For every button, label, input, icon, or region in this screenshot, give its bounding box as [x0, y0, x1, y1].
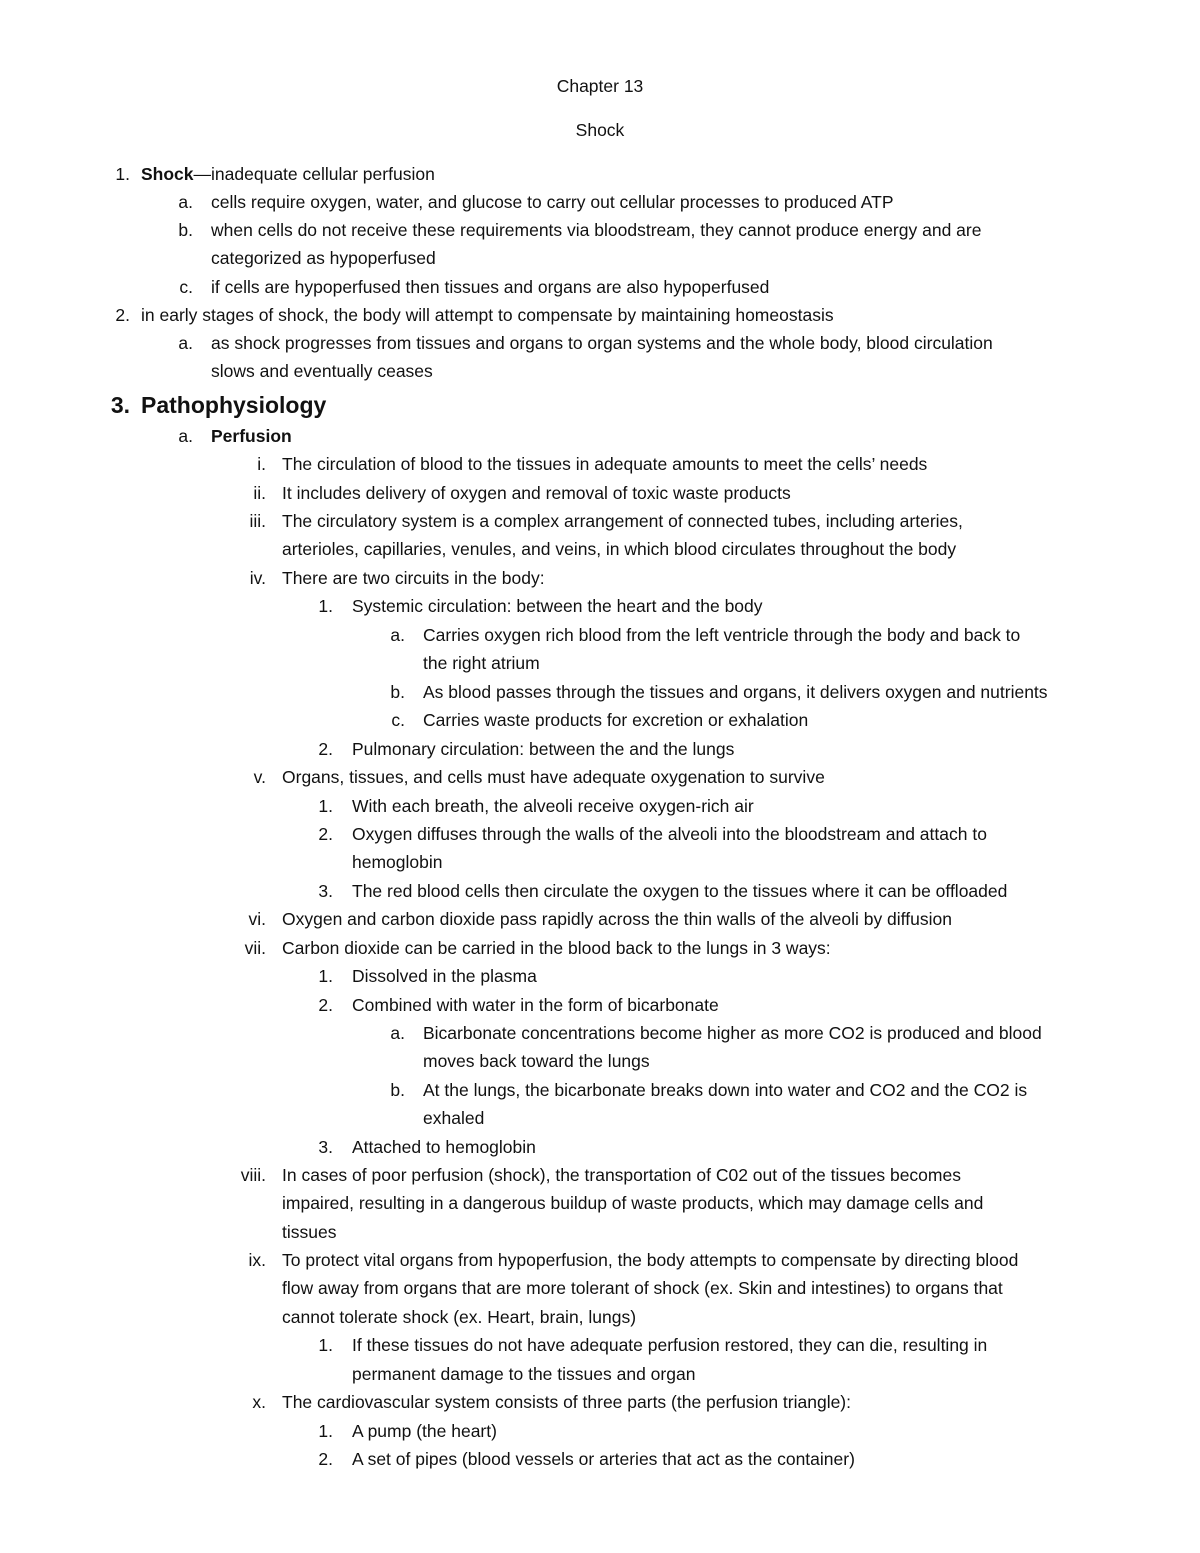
item-body: The cardiovascular system consists of three parts (the perfusion triangle): [282, 1392, 851, 1412]
item-text [211, 188, 894, 216]
item-body: permanent damage to the tissues and organ [352, 1364, 696, 1384]
item-body: Carries waste products for excretion or exhalation [423, 710, 809, 730]
item-body: slows and eventually ceases [211, 361, 433, 381]
item-body: There are two circuits in the body: [282, 568, 545, 588]
list-marker: 1. [318, 966, 333, 986]
item-body: Bicarbonate concentrations become higher as more CO2 is produced and blood [423, 1023, 1042, 1043]
item-text [282, 1189, 983, 1217]
item-text [282, 450, 927, 478]
list-marker: i. [257, 454, 266, 474]
item-body: Oxygen diffuses through the walls of the alveoli into the bloodstream and attach to [352, 824, 987, 844]
item-text [423, 621, 1020, 649]
list-marker: a. [390, 1023, 405, 1043]
item-body: If these tissues do not have adequate perfusion restored, they can die, resulting in [352, 1335, 988, 1355]
item-text [282, 1218, 336, 1246]
list-marker: 1. [318, 1421, 333, 1441]
item-body: —inadequate cellular perfusion [193, 164, 435, 184]
list-marker: 3. [318, 1137, 333, 1157]
item-text [211, 329, 993, 357]
item-text [282, 564, 545, 592]
list-marker: vi. [248, 909, 266, 929]
item-body: Pulmonary circulation: between the and the lungs [352, 739, 735, 759]
list-marker: a. [390, 625, 405, 645]
item-text [423, 649, 540, 677]
item-text [423, 1047, 650, 1075]
list-marker: viii. [240, 1165, 266, 1185]
item-text [141, 301, 834, 329]
item-body: A set of pipes (blood vessels or arteries that act as the container) [352, 1449, 855, 1469]
list-marker: 3. [318, 881, 333, 901]
item-text [352, 991, 719, 1019]
item-body: Carries oxygen rich blood from the left ventricle through the body and back to [423, 625, 1021, 645]
list-marker: 1. [318, 596, 333, 616]
list-marker: 1. [115, 164, 130, 184]
bold-term: Perfusion [211, 426, 292, 446]
bold-term: Pathophysiology [141, 392, 327, 418]
item-text [282, 479, 791, 507]
list-marker: b. [390, 1080, 405, 1100]
item-body: cells require oxygen, water, and glucose to carry out cellular processes to produced ATP [211, 192, 894, 212]
item-text [423, 1104, 484, 1132]
item-text [423, 1076, 1027, 1104]
item-body: The circulation of blood to the tissues in adequate amounts to meet the cells’ needs [282, 454, 928, 474]
item-body: tissues [282, 1222, 337, 1242]
item-body: Dissolved in the plasma [352, 966, 537, 986]
item-text [211, 244, 436, 272]
item-body: In cases of poor perfusion (shock), the transportation of C02 out of the tissues becomes [282, 1165, 961, 1185]
list-marker: iv. [249, 568, 266, 588]
list-marker: v. [253, 767, 266, 787]
item-text [282, 1161, 961, 1189]
item-text [282, 535, 956, 563]
item-text [282, 507, 963, 535]
item-text [352, 1360, 695, 1388]
item-text [282, 1303, 636, 1331]
list-marker: ix. [248, 1250, 266, 1270]
item-body: flow away from organs that are more tolerant of shock (ex. Skin and intestines) to organs that [282, 1278, 1003, 1298]
list-marker: a. [178, 192, 193, 212]
item-body: Systemic circulation: between the heart and the body [352, 596, 763, 616]
item-body: the right atrium [423, 653, 540, 673]
item-body: exhaled [423, 1108, 485, 1128]
item-text [423, 678, 1048, 706]
item-body: Oxygen and carbon dioxide pass rapidly across the thin walls of the alveoli by diffusion [282, 909, 952, 929]
item-text [352, 1133, 536, 1161]
item-text [352, 848, 442, 876]
list-marker: 2. [318, 739, 333, 759]
item-body: moves back toward the lungs [423, 1051, 650, 1071]
item-body: At the lungs, the bicarbonate breaks down into water and CO2 and the CO2 is [423, 1080, 1028, 1100]
item-text [352, 877, 1007, 905]
list-marker: b. [178, 220, 193, 240]
item-body: To protect vital organs from hypoperfusion, the body attempts to compensate by directing blood [282, 1250, 1019, 1270]
item-text [282, 905, 952, 933]
item-text [282, 763, 825, 791]
list-marker: c. [391, 710, 405, 730]
item-text [282, 1388, 851, 1416]
list-marker: iii. [249, 511, 266, 531]
item-text [211, 273, 769, 301]
list-marker: a. [178, 426, 193, 446]
item-text [141, 160, 435, 188]
list-marker: 3. [110, 392, 130, 418]
item-body: A pump (the heart) [352, 1421, 497, 1441]
item-body: Attached to hemoglobin [352, 1137, 536, 1157]
list-marker: x. [252, 1392, 266, 1412]
list-marker: 2. [115, 305, 130, 325]
item-text [423, 1019, 1042, 1047]
item-body: as shock progresses from tissues and organs to organ systems and the whole body, blood circulation [211, 333, 993, 353]
list-marker: b. [390, 682, 405, 702]
item-text [211, 422, 292, 450]
page-subtitle: Shock [575, 120, 625, 140]
item-body: The circulatory system is a complex arrangement of connected tubes, including arteries, [282, 511, 963, 531]
item-body: impaired, resulting in a dangerous buildup of waste products, which may damage cells and [282, 1193, 984, 1213]
item-body: The red blood cells then circulate the oxygen to the tissues where it can be offloaded [352, 881, 1008, 901]
item-body: when cells do not receive these requirements via bloodstream, they cannot produce energy and are [211, 220, 982, 240]
list-marker: vii. [244, 938, 266, 958]
list-marker: ii. [253, 483, 266, 503]
bold-term: Shock [141, 164, 194, 184]
item-body: As blood passes through the tissues and organs, it delivers oxygen and nutrients [423, 682, 1048, 702]
item-text [211, 357, 433, 385]
item-text [282, 1246, 1018, 1274]
item-text [352, 1417, 497, 1445]
item-text [282, 1274, 1003, 1302]
item-body: categorized as hypoperfused [211, 248, 436, 268]
item-text [423, 706, 808, 734]
item-text [211, 216, 981, 244]
item-body: Organs, tissues, and cells must have adequate oxygenation to survive [282, 767, 825, 787]
item-body: cannot tolerate shock (ex. Heart, brain, lungs) [282, 1307, 637, 1327]
item-body: Carbon dioxide can be carried in the blood back to the lungs in 3 ways: [282, 938, 831, 958]
item-body: With each breath, the alveoli receive oxygen-rich air [352, 796, 754, 816]
list-marker: c. [179, 277, 193, 297]
item-body: arterioles, capillaries, venules, and veins, in which blood circulates throughout the body [282, 539, 957, 559]
item-text [352, 1331, 987, 1359]
list-marker: 2. [318, 824, 333, 844]
item-text [352, 592, 763, 620]
item-body: if cells are hypoperfused then tissues and organs are also hypoperfused [211, 277, 770, 297]
item-text [141, 389, 326, 421]
list-marker: 1. [318, 1335, 333, 1355]
item-body: in early stages of shock, the body will attempt to compensate by maintaining homeostasis [141, 305, 834, 325]
page-title: Chapter 13 [556, 76, 644, 96]
item-body: hemoglobin [352, 852, 443, 872]
item-text [352, 1445, 855, 1473]
list-marker: 1. [318, 796, 333, 816]
list-marker: 2. [318, 1449, 333, 1469]
item-text [352, 735, 734, 763]
list-marker: a. [178, 333, 193, 353]
item-body: Combined with water in the form of bicarbonate [352, 995, 719, 1015]
item-text [282, 934, 831, 962]
list-marker: 2. [318, 995, 333, 1015]
item-text [352, 962, 537, 990]
item-body: It includes delivery of oxygen and removal of toxic waste products [282, 483, 791, 503]
item-text [352, 792, 754, 820]
item-text [352, 820, 987, 848]
